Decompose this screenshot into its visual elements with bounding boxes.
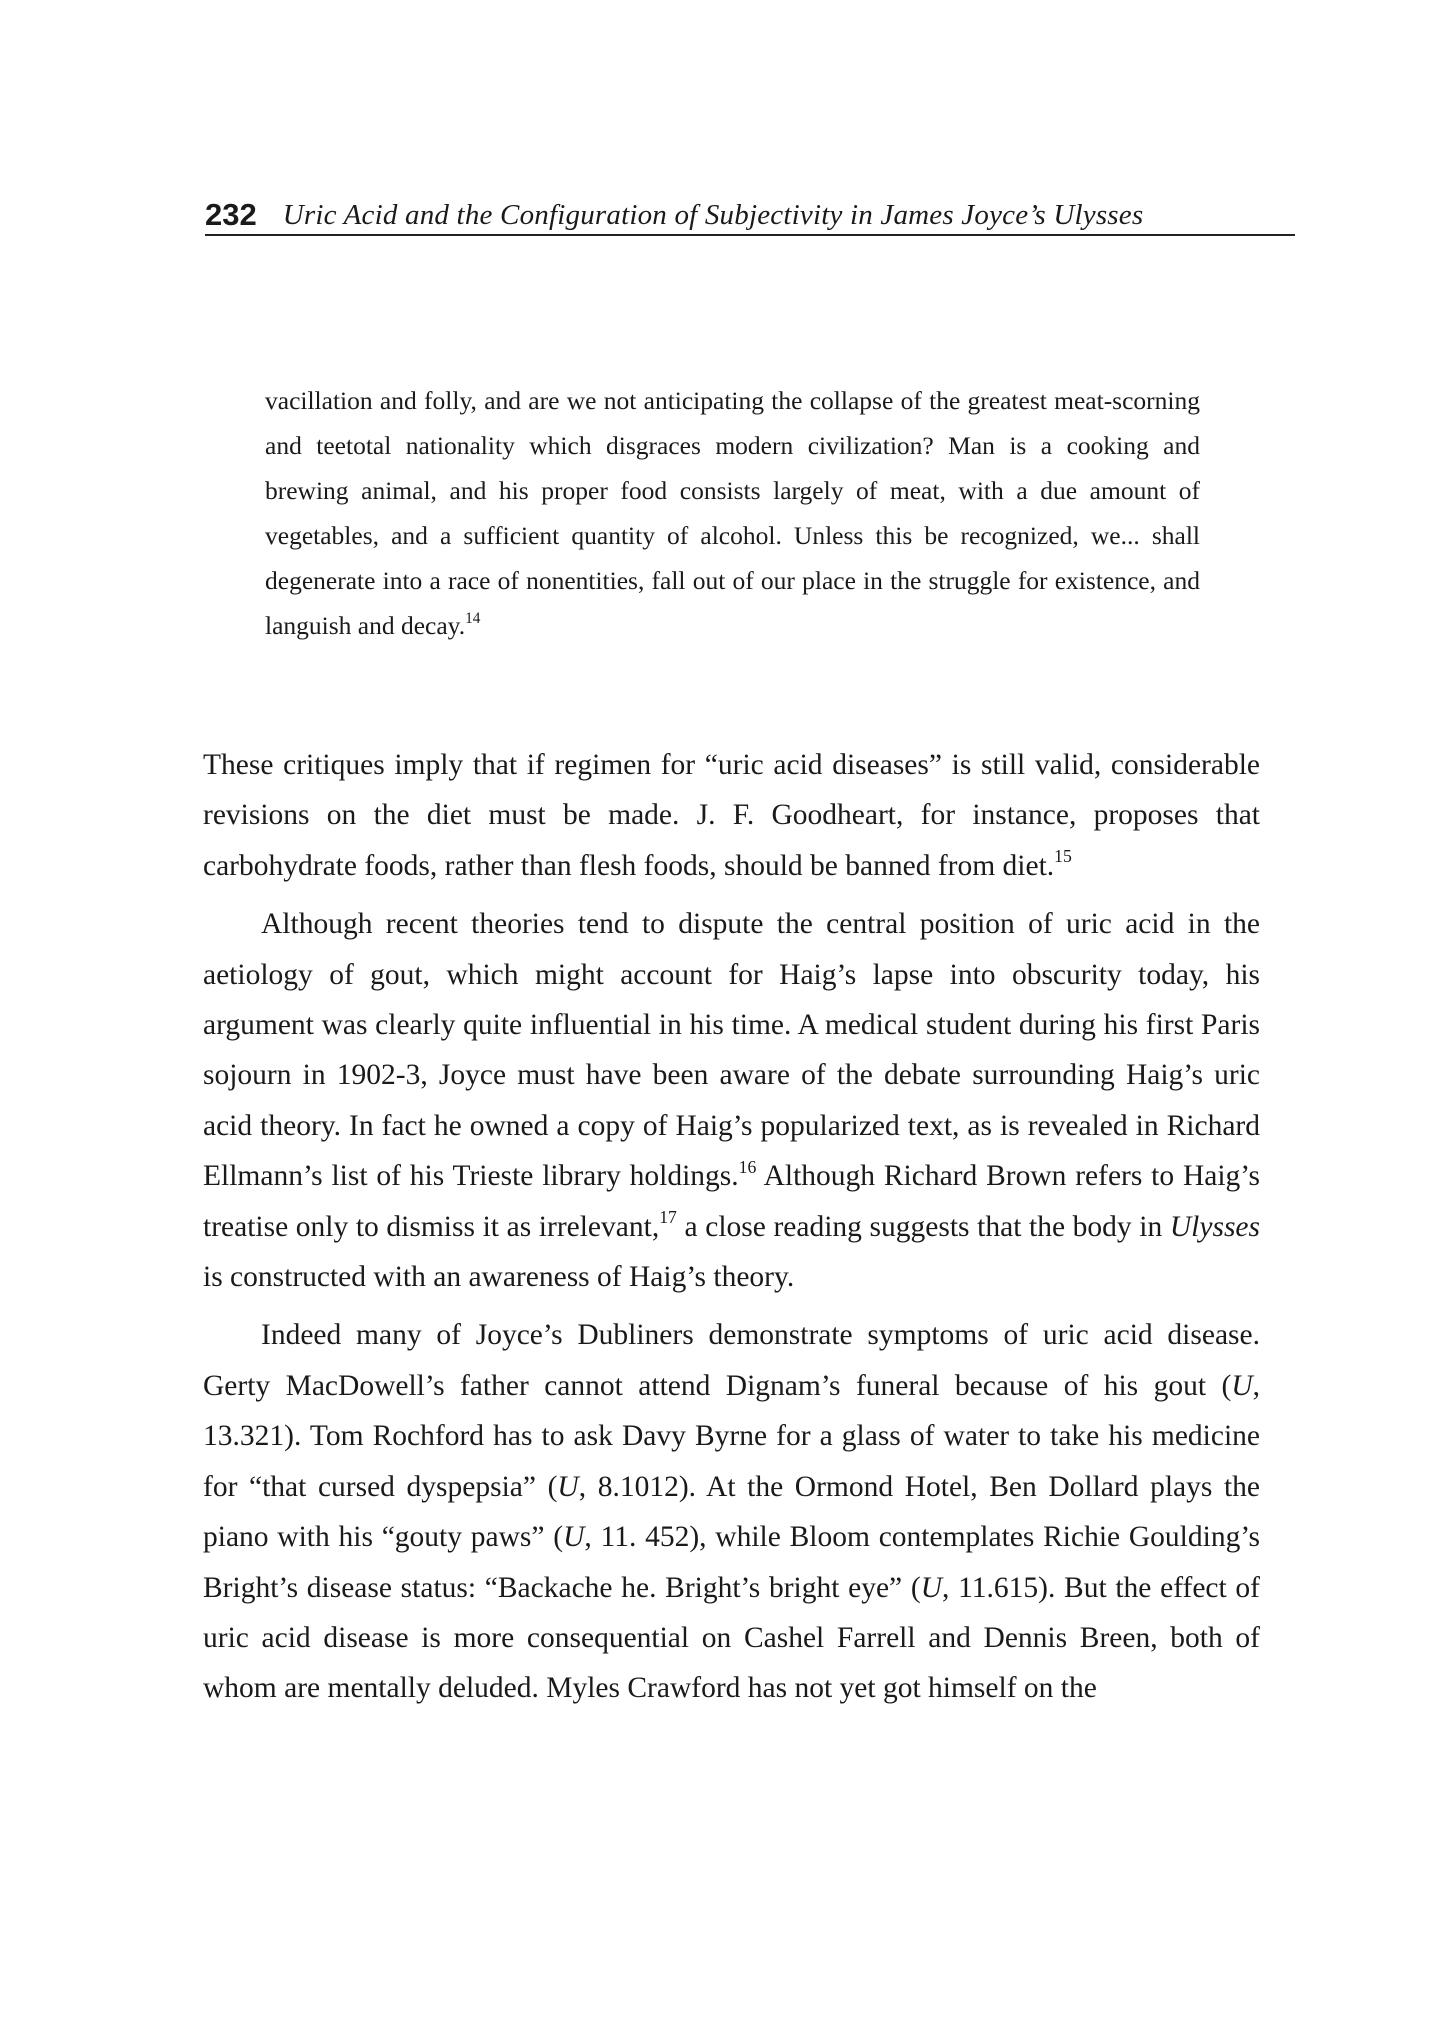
book-title-ulysses: Ulysses <box>1169 1210 1261 1243</box>
paragraph-text: , 11.615). But the effect of uric acid disease is more consequential on Cashel Farrell and Dennis Breen, both of whom are mentally deluded. Myles Crawford has not yet got himself on the <box>203 1571 1260 1705</box>
block-quote-text: vacillation and folly, and are we not anticipating the collapse of the greatest meat-scorning and teetotal nationality which disgraces modern civilization? Man is a cooking and brewing animal, and his proper food consists largely of meat, with a due amount of vegetables, and a sufficient quantity of alcohol. Unless this be recognized, we... shall degenerate into a race of nonentities, fall out of our place in the struggle for existence, and languish and decay. <box>265 386 1200 640</box>
running-title: Uric Acid and the Configuration of Subjectivity in James Joyce’s Ulysses <box>282 199 1144 231</box>
citation-abbrev: U <box>1231 1369 1253 1402</box>
running-header <box>205 192 1295 236</box>
footnote-ref-17[interactable]: 17 <box>659 1207 677 1228</box>
paragraph-text: , 8.1012). At the Ormond Hotel, Ben Dollard plays the piano with his “gouty paws” ( <box>203 1470 1260 1554</box>
block-quote <box>265 378 1200 648</box>
footnote-ref-15[interactable]: 15 <box>1054 846 1072 867</box>
paragraph-text: Indeed many of Joyce’s Dubliners demonstrate symptoms of uric acid disease. Gerty MacDowell’s father cannot attend Dignam’s funeral because of his gout ( <box>203 1319 1260 1402</box>
body-paragraph-1 <box>203 740 1260 891</box>
paragraph-text: is constructed with an awareness of Haig’s theory. <box>203 1261 795 1294</box>
citation-abbrev: U <box>563 1521 585 1554</box>
footnote-ref-16[interactable]: 16 <box>738 1156 757 1177</box>
body-text <box>203 740 1260 1722</box>
body-paragraph-3 <box>203 1310 1260 1713</box>
paragraph-text: Although recent theories tend to dispute the central position of uric acid in the aetiology of gout, which might account for Haig’s lapse into obscurity today, his argument was clearly quite influential in his time. A medical student during his first Paris sojourn in 1902-3, Joyce must have been aware of the debate surrounding Haig’s uric acid theory. In fact he owned a copy of Haig’s popularized text, as is revealed in Richard Ellmann’s list of his Trieste library holdings. <box>203 908 1260 1193</box>
citation-abbrev: U <box>557 1470 579 1503</box>
body-paragraph-2 <box>203 899 1260 1302</box>
paragraph-text: Although Richard Brown refers to Haig’s treatise only to dismiss it as irrelevant, <box>203 1160 1260 1243</box>
citation-abbrev: U <box>920 1571 942 1604</box>
paragraph-text: These critiques imply that if regimen for “uric acid diseases” is still valid, considerable revisions on the diet must be made. J. F. Goodheart, for instance, proposes that carbohydrate foods, rather than flesh foods, should be banned from diet. <box>203 749 1260 882</box>
footnote-ref-14[interactable]: 14 <box>465 609 481 627</box>
page-number: 232 <box>205 197 257 232</box>
paragraph-text: , 13.321). Tom Rochford has to ask Davy Byrne for a glass of water to take his medicine for “that cursed dyspepsia” ( <box>203 1369 1260 1503</box>
paragraph-text: , 11. 452), while Bloom contemplates Richie Goulding’s Bright’s disease status: “Backache he. Bright’s bright eye” ( <box>203 1521 1261 1604</box>
paragraph-text: a close reading suggests that the body in <box>676 1210 1170 1243</box>
